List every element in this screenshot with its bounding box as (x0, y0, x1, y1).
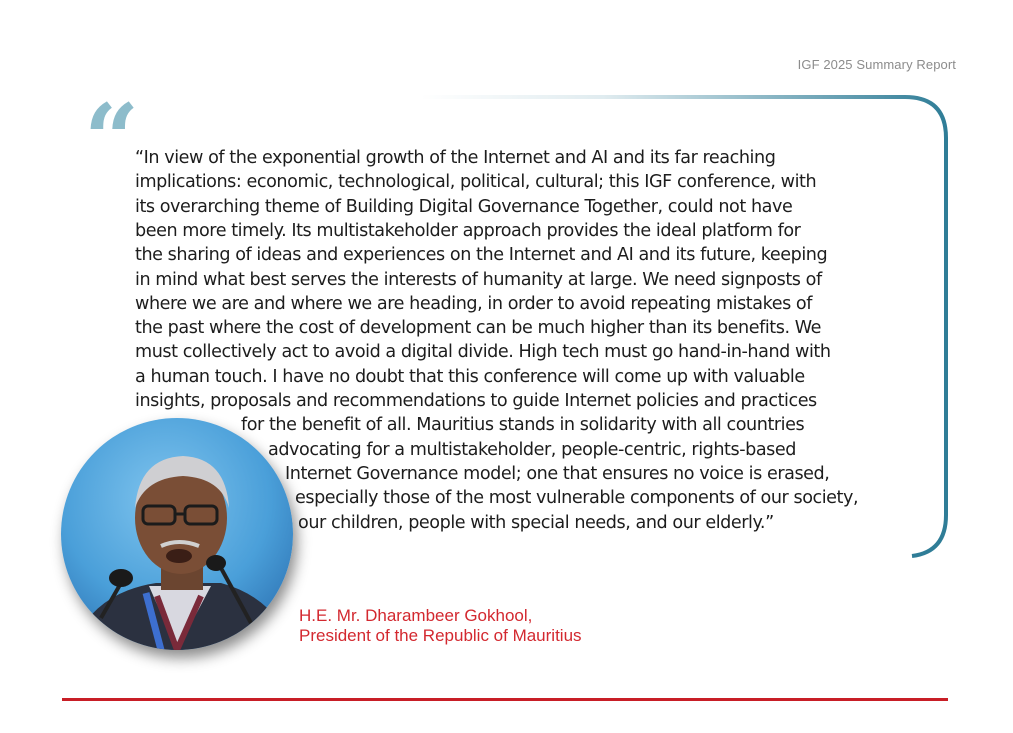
quote-line: its overarching theme of Building Digital Governance Together, could not have (135, 196, 793, 217)
quote-line: in mind what best serves the interests of humanity at large. We need signposts of (135, 269, 822, 290)
frame-top-edge (420, 97, 946, 138)
quote-line: where we are and where we are heading, in order to avoid repeating mistakes of (135, 293, 812, 314)
quote-line: insights, proposals and recommendations to guide Internet policies and practices (135, 391, 817, 411)
speaker-name: H.E. Mr. Dharambeer Gokhool, (299, 606, 533, 625)
quote-line: our children, people with special needs, and our elderly.” (298, 512, 774, 533)
quote-line: been more timely. Its multistakeholder approach provides the ideal platform for (135, 220, 801, 241)
speaker-portrait (61, 418, 293, 650)
quote-line: advocating for a multistakeholder, people-centric, rights-based (268, 439, 796, 460)
report-header: IGF 2025 Summary Report (797, 57, 956, 72)
frame-right-edge (912, 138, 946, 556)
quote-line: the sharing of ideas and experiences on the Internet and AI and its future, keeping (135, 245, 828, 266)
quote-line: “In view of the exponential growth of the Internet and AI and its far reaching (135, 148, 776, 168)
footer-rule (62, 698, 948, 701)
quote-line: must collectively act to avoid a digital divide. High tech must go hand-in-hand with (135, 342, 831, 363)
quote-line: the past where the cost of development can be much higher than its benefits. We (135, 318, 822, 339)
attribution (299, 606, 582, 646)
quote-line: Internet Governance model; one that ensures no voice is erased, (285, 463, 830, 484)
quote-line: implications: economic, technological, political, cultural; this IGF conference, with (135, 172, 817, 193)
quote-line: for the benefit of all. Mauritius stands in solidarity with all countries (241, 415, 805, 436)
quote-line: especially those of the most vulnerable components of our society, (295, 488, 859, 509)
quote-line: a human touch. I have no doubt that this conference will come up with valuable (135, 366, 805, 387)
quote-mark-icon: “ (84, 83, 140, 196)
speaker-role: President of the Republic of Mauritius (299, 626, 582, 645)
